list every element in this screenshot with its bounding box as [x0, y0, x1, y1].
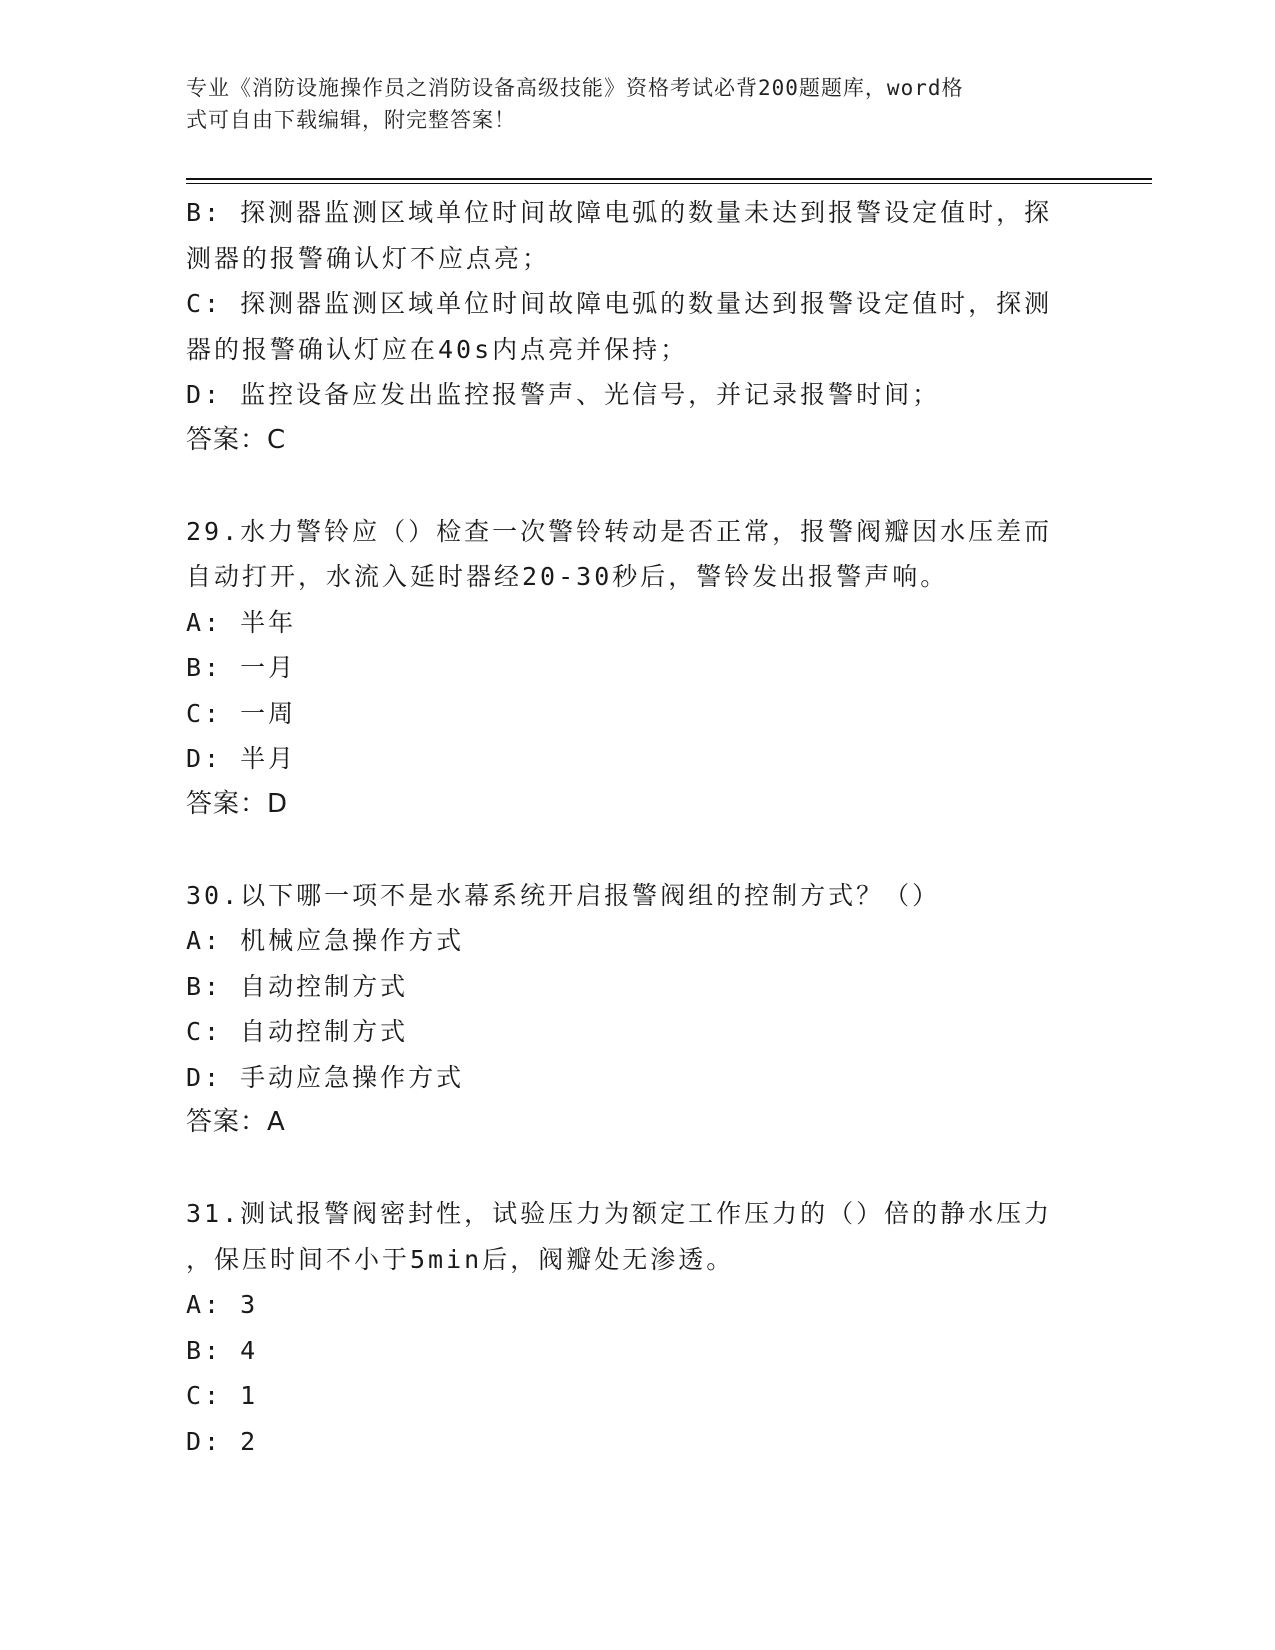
q30-stem: 30.以下哪一项不是水幕系统开启报警阀组的控制方式？（）	[186, 880, 941, 910]
q28-option-c-line-1: C: 探测器监测区域单位时间故障电弧的数量达到报警设定值时，探测	[186, 289, 1053, 318]
q29-stem-line-2: 自动打开，水流入延时器经20-30秒后，警铃发出报警声响。	[186, 562, 949, 591]
q30-option-a: A: 机械应急操作方式	[186, 926, 465, 955]
q31-option-c: C: 1	[186, 1381, 259, 1410]
q28-option-b-line-2: 测器的报警确认灯不应点亮；	[186, 243, 551, 273]
q30-answer: 答案：A	[186, 1107, 286, 1137]
question-29	[186, 509, 1086, 828]
question-spacer	[186, 1146, 1086, 1192]
q31-option-b: B: 4	[186, 1335, 259, 1365]
q28-answer: 答案：C	[186, 424, 287, 455]
header-line-2: 式可自由下载编辑，附完整答案！	[186, 108, 516, 132]
question-spacer	[186, 827, 1086, 873]
document-header	[186, 72, 1066, 136]
q31-stem-line-1: 31.测试报警阀密封性，试验压力为额定工作压力的（）倍的静水压力	[186, 1199, 1053, 1228]
q31-option-a: A: 3	[186, 1290, 259, 1319]
q30-option-c: C: 自动控制方式	[186, 1017, 409, 1046]
q29-option-d: D: 半月	[186, 744, 297, 773]
header-divider-thick	[186, 178, 1152, 180]
question-spacer	[186, 463, 1086, 509]
q29-answer: 答案：D	[186, 788, 289, 819]
question-31	[186, 1191, 1086, 1464]
q29-option-b: B: 一月	[186, 653, 297, 682]
q28-option-c-line-2: 器的报警确认灯应在40s内点亮并保持；	[186, 334, 689, 364]
question-list	[186, 190, 1086, 1464]
q29-option-a: A: 半年	[186, 607, 297, 637]
q30-option-d: D: 手动应急操作方式	[186, 1062, 465, 1092]
q29-stem-line-1: 29.水力警铃应（）检查一次警铃转动是否正常，报警阀瓣因水压差而	[186, 516, 1053, 546]
q29-option-c: C: 一周	[186, 698, 297, 728]
header-line-1: 专业《消防设施操作员之消防设备高级技能》资格考试必背200题题库，word格	[186, 76, 964, 100]
question-30	[186, 873, 1086, 1146]
q28-option-b-line-1: B: 探测器监测区域单位时间故障电弧的数量未达到报警设定值时，探	[186, 198, 1053, 227]
q31-option-d: D: 2	[186, 1426, 259, 1456]
header-divider-thin	[186, 183, 1152, 184]
q28-option-d: D: 监控设备应发出监控报警声、光信号，并记录报警时间；	[186, 380, 941, 409]
q30-option-b: B: 自动控制方式	[186, 971, 409, 1001]
q31-stem-line-2: ，保压时间不小于5min后，阀瓣处无渗透。	[186, 1244, 735, 1274]
question-28	[186, 190, 1086, 463]
